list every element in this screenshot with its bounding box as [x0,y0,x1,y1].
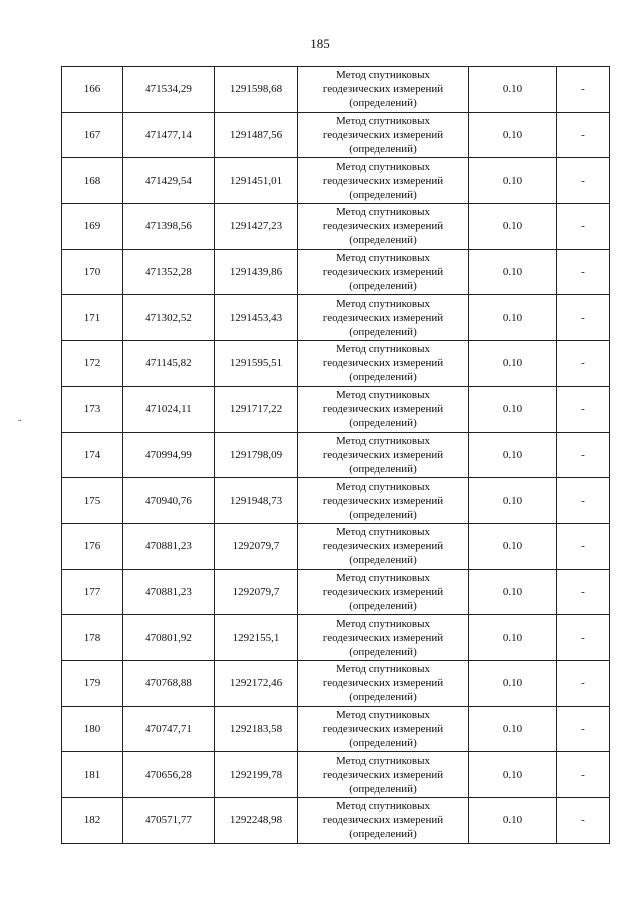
x-coordinate-cell: 471302,52 [123,295,215,341]
y-coordinate-cell: 1291598,68 [215,67,298,113]
x-coordinate-cell: 470571,77 [123,798,215,844]
table-row [62,386,610,432]
point-number-cell: 171 [62,295,123,341]
point-number-cell: 178 [62,615,123,661]
accuracy-cell: 0.10 [469,569,557,615]
table-row [62,204,610,250]
method-line: геодезических измерений [322,129,444,142]
table-row [62,67,610,113]
table-row [62,798,610,844]
method-cell [298,752,469,798]
point-number-cell: 168 [62,158,123,204]
table-row [62,295,610,341]
method-line: Метод спутниковых [336,480,430,493]
y-coordinate-cell: 1291427,23 [215,204,298,250]
accuracy-cell: 0.10 [469,615,557,661]
method-cell [298,204,469,250]
y-coordinate-cell: 1292079,7 [215,569,298,615]
method-cell [298,432,469,478]
point-number-cell: 180 [62,706,123,752]
x-coordinate-cell: 470940,76 [123,478,215,524]
method-cell [298,341,469,387]
method-cell [298,615,469,661]
x-coordinate-cell: 470801,92 [123,615,215,661]
method-line: геодезических измерений [322,357,444,370]
point-number-cell: 174 [62,432,123,478]
method-cell [298,478,469,524]
x-coordinate-cell: 470768,88 [123,660,215,706]
y-coordinate-cell: 1292199,78 [215,752,298,798]
description-cell: - [557,706,610,752]
method-line: (определений) [349,736,417,749]
description-cell: - [557,432,610,478]
table-row [62,706,610,752]
y-coordinate-cell: 1292248,98 [215,798,298,844]
point-number-cell: 175 [62,478,123,524]
y-coordinate-cell: 1291451,01 [215,158,298,204]
method-line: Метод спутниковых [336,297,430,310]
accuracy-cell: 0.10 [469,660,557,706]
method-line: (определений) [349,325,417,338]
y-coordinate-cell: 1291948,73 [215,478,298,524]
accuracy-cell: 0.10 [469,158,557,204]
method-cell [298,523,469,569]
y-coordinate-cell: 1291439,86 [215,249,298,295]
method-line: геодезических измерений [322,722,444,735]
method-line: (определений) [349,143,417,156]
description-cell: - [557,249,610,295]
method-line: (определений) [349,782,417,795]
accuracy-cell: 0.10 [469,706,557,752]
x-coordinate-cell: 471534,29 [123,67,215,113]
description-cell: - [557,523,610,569]
method-cell [298,295,469,341]
method-line: геодезических измерений [322,266,444,279]
method-line: геодезических измерений [322,814,444,827]
accuracy-cell: 0.10 [469,249,557,295]
method-cell [298,67,469,113]
description-cell: - [557,67,610,113]
method-cell [298,660,469,706]
method-cell [298,386,469,432]
method-line: геодезических измерений [322,311,444,324]
method-line: геодезических измерений [322,677,444,690]
description-cell: - [557,204,610,250]
point-number-cell: 172 [62,341,123,387]
description-cell: - [557,478,610,524]
description-cell: - [557,112,610,158]
method-line: Метод спутниковых [336,708,430,721]
method-cell [298,706,469,752]
method-line: (определений) [349,97,417,110]
method-line: (определений) [349,417,417,430]
method-line: Метод спутниковых [336,389,430,402]
method-line: геодезических измерений [322,448,444,461]
x-coordinate-cell: 471398,56 [123,204,215,250]
table-row [62,112,610,158]
y-coordinate-cell: 1291798,09 [215,432,298,478]
y-coordinate-cell: 1292155,1 [215,615,298,661]
method-line: Метод спутниковых [336,434,430,447]
method-line: геодезических измерений [322,220,444,233]
y-coordinate-cell: 1291717,22 [215,386,298,432]
y-coordinate-cell: 1292079,7 [215,523,298,569]
method-cell [298,798,469,844]
table-row [62,752,610,798]
y-coordinate-cell: 1292172,46 [215,660,298,706]
accuracy-cell: 0.10 [469,386,557,432]
x-coordinate-cell: 470994,99 [123,432,215,478]
method-line: (определений) [349,828,417,841]
method-line: Метод спутниковых [336,571,430,584]
x-coordinate-cell: 470881,23 [123,523,215,569]
x-coordinate-cell: 471145,82 [123,341,215,387]
accuracy-cell: 0.10 [469,432,557,478]
method-line: Метод спутниковых [336,617,430,630]
description-cell: - [557,341,610,387]
method-line: Метод спутниковых [336,69,430,82]
point-number-cell: 167 [62,112,123,158]
accuracy-cell: 0.10 [469,798,557,844]
table-row [62,478,610,524]
method-line: Метод спутниковых [336,343,430,356]
accuracy-cell: 0.10 [469,112,557,158]
method-line: геодезических измерений [322,585,444,598]
y-coordinate-cell: 1291595,51 [215,341,298,387]
description-cell: - [557,615,610,661]
method-line: (определений) [349,508,417,521]
method-line: Метод спутниковых [336,754,430,767]
method-line: геодезических измерений [322,768,444,781]
accuracy-cell: 0.10 [469,67,557,113]
method-line: Метод спутниковых [336,115,430,128]
method-line: геодезических измерений [322,174,444,187]
point-number-cell: 170 [62,249,123,295]
table-row [62,569,610,615]
description-cell: - [557,752,610,798]
method-line: геодезических измерений [322,631,444,644]
x-coordinate-cell: 470656,28 [123,752,215,798]
accuracy-cell: 0.10 [469,478,557,524]
page-number: 185 [310,36,330,51]
coordinates-table [61,66,610,844]
method-cell [298,112,469,158]
method-line: геодезических измерений [322,403,444,416]
table-row [62,341,610,387]
x-coordinate-cell: 470881,23 [123,569,215,615]
method-line: (определений) [349,188,417,201]
accuracy-cell: 0.10 [469,523,557,569]
table-row [62,660,610,706]
point-number-cell: 176 [62,523,123,569]
accuracy-cell: 0.10 [469,204,557,250]
method-cell [298,249,469,295]
description-cell: - [557,386,610,432]
accuracy-cell: 0.10 [469,752,557,798]
coordinates-table-body [62,67,610,844]
method-line: геодезических измерений [322,540,444,553]
method-line: Метод спутниковых [336,663,430,676]
scan-mark [18,420,21,421]
y-coordinate-cell: 1291487,56 [215,112,298,158]
method-line: геодезических измерений [322,83,444,96]
method-line: (определений) [349,234,417,247]
method-line: (определений) [349,280,417,293]
point-number-cell: 173 [62,386,123,432]
table-row [62,158,610,204]
table-row [62,432,610,478]
table-row [62,249,610,295]
method-line: (определений) [349,462,417,475]
y-coordinate-cell: 1291453,43 [215,295,298,341]
method-line: (определений) [349,371,417,384]
point-number-cell: 182 [62,798,123,844]
point-number-cell: 179 [62,660,123,706]
method-line: (определений) [349,554,417,567]
method-line: (определений) [349,645,417,658]
description-cell: - [557,798,610,844]
table-row [62,615,610,661]
method-cell [298,158,469,204]
accuracy-cell: 0.10 [469,341,557,387]
method-line: геодезических измерений [322,494,444,507]
point-number-cell: 177 [62,569,123,615]
method-line: Метод спутниковых [336,252,430,265]
description-cell: - [557,569,610,615]
description-cell: - [557,158,610,204]
method-line: Метод спутниковых [336,160,430,173]
method-line: (определений) [349,599,417,612]
x-coordinate-cell: 470747,71 [123,706,215,752]
x-coordinate-cell: 471024,11 [123,386,215,432]
y-coordinate-cell: 1292183,58 [215,706,298,752]
method-line: Метод спутниковых [336,800,430,813]
x-coordinate-cell: 471477,14 [123,112,215,158]
point-number-cell: 181 [62,752,123,798]
point-number-cell: 166 [62,67,123,113]
description-cell: - [557,660,610,706]
point-number-cell: 169 [62,204,123,250]
x-coordinate-cell: 471352,28 [123,249,215,295]
description-cell: - [557,295,610,341]
table-row [62,523,610,569]
method-line: Метод спутниковых [336,526,430,539]
method-line: (определений) [349,691,417,704]
x-coordinate-cell: 471429,54 [123,158,215,204]
accuracy-cell: 0.10 [469,295,557,341]
method-cell [298,569,469,615]
method-line: Метод спутниковых [336,206,430,219]
